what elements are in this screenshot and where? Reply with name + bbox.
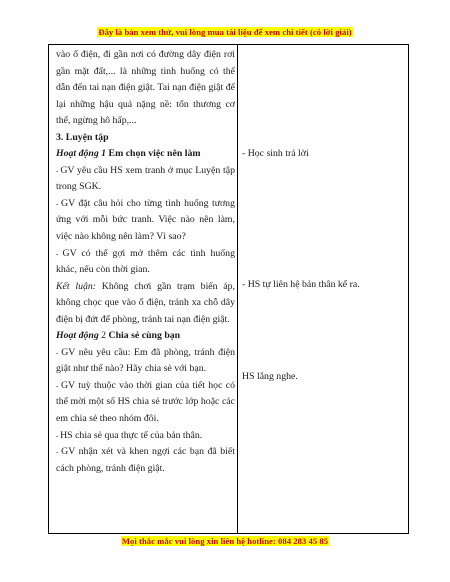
activity-2-label: Hoạt động (56, 330, 99, 342)
activity-1-item: - GV đặt câu hỏi cho từng tình huống tương ứng với mỗi bức tranh. Việc nào nên làm, việc nào không nên làm? Vì sao? (56, 196, 235, 246)
preview-banner (0, 27, 450, 37)
activity-1-item: - GV có thể gợi mở thêm các tình huống khác, nếu còn thời gian. (56, 246, 235, 279)
activity-2-item: - GV nêu yêu cầu: Em đã phòng, tránh điện giật như thế nào? Hãy chia sẻ với bạn. (56, 345, 235, 378)
activity-1-heading (56, 146, 235, 163)
intro-paragraph: vào ổ điện, đi gần nơi có đường dây điện rơi gần mặt đất,... là những tình huống có thể dẫn đến tai nạn điện giật. Tai nạn điện giật để lại những hậu quả nặng nề: tổn thương cơ thể, ngừng hô hấp,... (56, 49, 235, 127)
student-note-listen: HS lắng nghe. (242, 371, 298, 382)
section-title: 3. Luyện tập (56, 131, 109, 143)
activity-2-number: 2 (98, 330, 109, 342)
student-note-answer: - Học sinh trả lời (242, 148, 309, 159)
activity-1-item: - GV yêu cầu HS xem tranh ở mục Luyện tập trong SGK. (56, 163, 235, 196)
hotline-banner-text: Mọi thắc mắc vui lòng xin liên hệ hotline: 084 283 45 85 (121, 536, 329, 546)
activity-2-item: - HS chia sẻ qua thực tế của bản thân. (56, 428, 235, 445)
conclusion-label: Kết luận: (56, 280, 97, 292)
preview-banner-text: Đây là bản xem thử, vui lòng mua tài liệu để xem chi tiết (có lời giải) (98, 27, 352, 37)
activity-1-title: Em chọn việc nên làm (106, 148, 201, 160)
activity-2-title: Chia sẻ cùng bạn (108, 330, 181, 342)
activity-2-heading (56, 328, 235, 345)
hotline-banner (0, 536, 450, 546)
activity-2-item: - GV nhận xét và khen ngợi các bạn đã biết cách phòng, tránh điện giật. (56, 444, 235, 477)
activity-1-label: Hoạt động 1 (56, 148, 107, 160)
conclusion-text: Không chơi gần trạm biến áp, không chọc que vào ổ điện, tránh xa chỗ dây điện bị đứt để phòng, tránh tai nạn điện giật. (56, 280, 235, 325)
student-note-self-relate: - HS tự liên hệ bản thân kể ra. (242, 279, 360, 290)
teacher-activities-column (56, 47, 235, 477)
activity-2-item: - GV tuỳ thuộc vào thời gian của tiết học có thể mời một số HS chia sẻ trước lớp hoặc các em chia sẻ theo nhóm đôi. (56, 378, 235, 428)
conclusion (56, 279, 235, 329)
column-divider (237, 44, 238, 534)
